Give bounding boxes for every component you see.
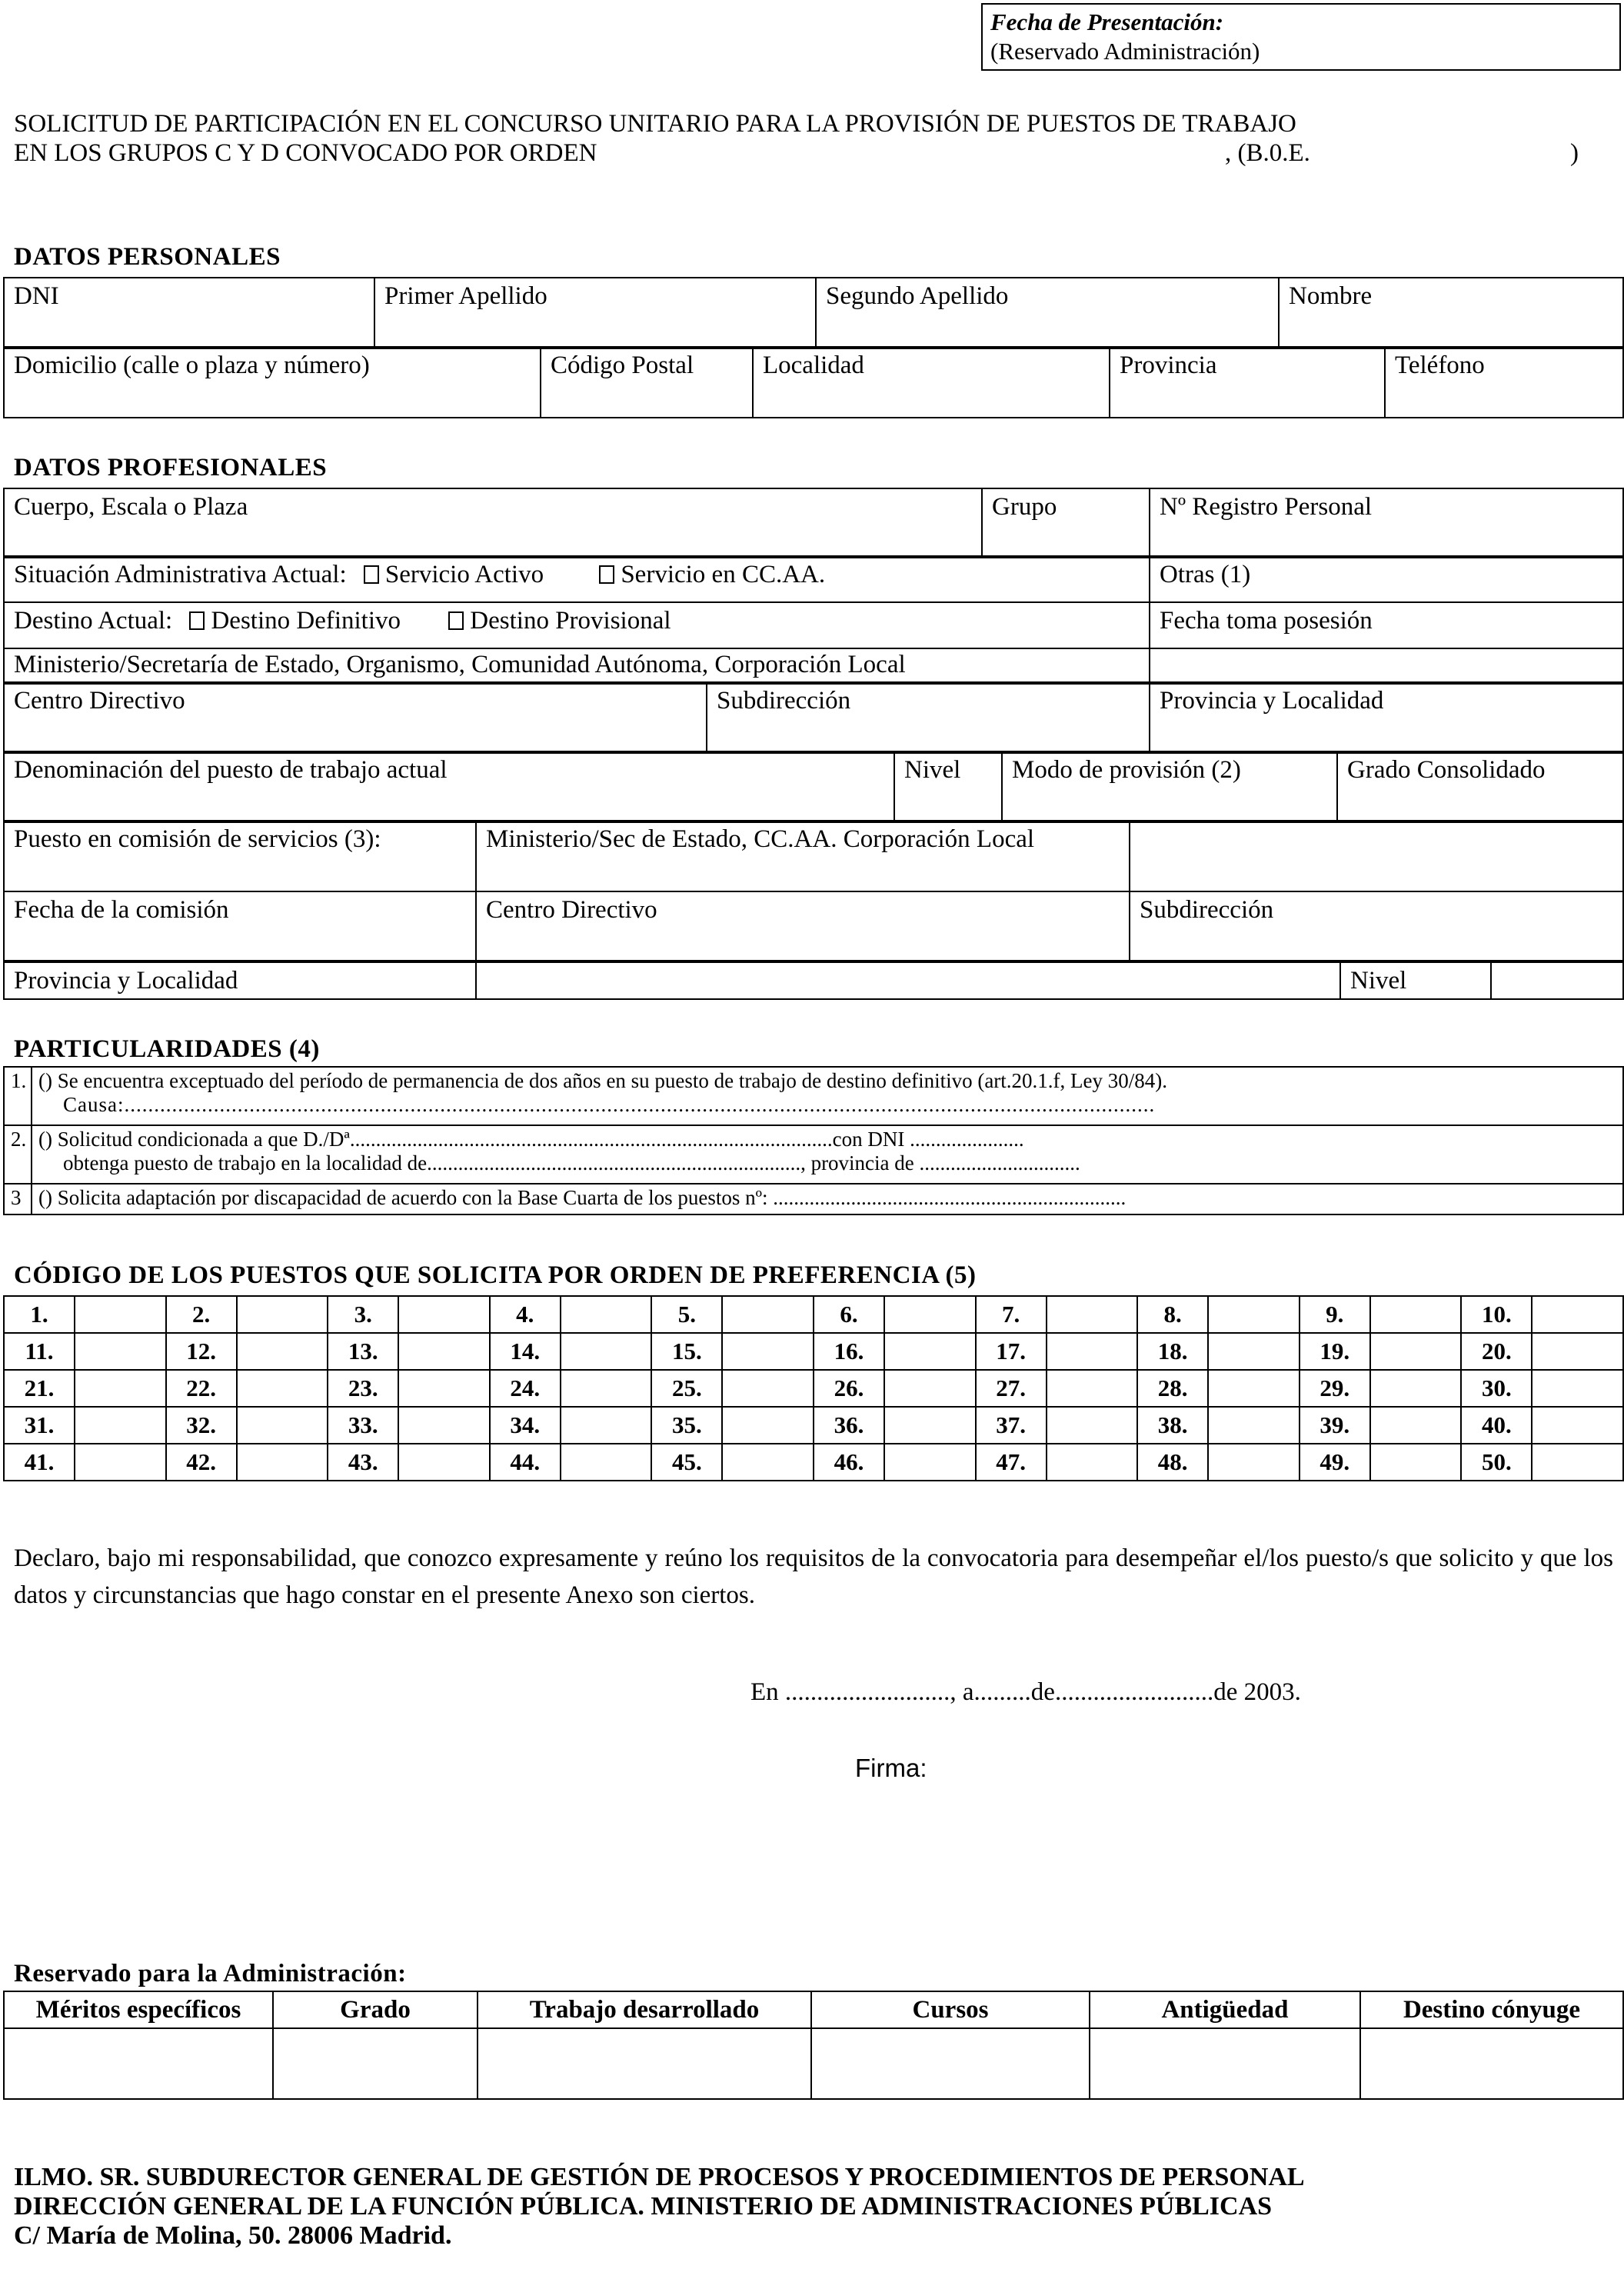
codigo-input[interactable]: [722, 1333, 814, 1370]
codigo-input[interactable]: [1208, 1407, 1300, 1444]
codigo-number: 19.: [1300, 1333, 1370, 1370]
admin-table: [3, 1991, 1624, 2100]
nivel-field[interactable]: Nivel: [894, 751, 1002, 822]
codigo-number: 5.: [651, 1296, 722, 1333]
firma-label: Firma:: [855, 1754, 927, 1782]
situacion-label: Situación Administrativa Actual:: [14, 561, 347, 588]
codigo-input[interactable]: [1208, 1444, 1300, 1481]
codigo-number: 49.: [1300, 1444, 1370, 1481]
servicio-activo-label: Servicio Activo: [384, 561, 544, 588]
codigo-number: 1.: [4, 1296, 75, 1333]
codigos-table: [3, 1295, 1624, 1481]
datos-profesionales-row4: [3, 751, 1624, 823]
admin-col-header: Destino cónyuge: [1360, 1991, 1623, 2028]
codigos-row: [4, 1370, 1623, 1407]
codigo-input[interactable]: [1532, 1370, 1623, 1407]
codigo-input[interactable]: [1532, 1444, 1623, 1481]
codigo-number: 41.: [4, 1444, 75, 1481]
codigo-number: 38.: [1137, 1407, 1208, 1444]
domicilio-field[interactable]: Domicilio (calle o plaza y número): [4, 347, 541, 418]
admin-col-header: Antigüedad: [1090, 1991, 1360, 2028]
nivel-comision-field[interactable]: [1491, 961, 1623, 999]
particularidades-heading: PARTICULARIDADES (4): [14, 1035, 320, 1063]
registro-personal-field[interactable]: Nº Registro Personal: [1150, 488, 1623, 558]
codigo-input[interactable]: [884, 1333, 976, 1370]
destino-actual-row: [4, 602, 1150, 648]
codigo-input[interactable]: [722, 1296, 814, 1333]
particularidad-2-text: () Solicitud condicionada a que D./Dª.............................................................................................con DNI ......................: [38, 1128, 1024, 1151]
codigo-input[interactable]: [884, 1407, 976, 1444]
particularidades-table: [3, 1066, 1624, 1215]
datos-personales-table: [3, 277, 1624, 349]
codigo-input[interactable]: [237, 1296, 328, 1333]
codigo-number: 45.: [651, 1444, 722, 1481]
codigo-number: 39.: [1300, 1407, 1370, 1444]
codigo-number: 47.: [976, 1444, 1047, 1481]
codigo-number: 15.: [651, 1333, 722, 1370]
codigo-input[interactable]: [398, 1407, 490, 1444]
otras-field[interactable]: Otras (1): [1150, 556, 1623, 602]
codigo-input[interactable]: [1370, 1444, 1462, 1481]
particularidad-2[interactable]: [32, 1125, 1623, 1184]
codigo-number: 8.: [1137, 1296, 1208, 1333]
codigo-postal-field[interactable]: Código Postal: [541, 347, 753, 418]
codigo-input[interactable]: [1532, 1296, 1623, 1333]
provincia-localidad-comision-label: Provincia y Localidad: [4, 961, 476, 999]
codigo-input[interactable]: [561, 1407, 652, 1444]
codigo-input[interactable]: [722, 1407, 814, 1444]
form-title-line2: EN LOS GRUPOS C Y D CONVOCADO POR ORDEN: [14, 139, 597, 167]
destino-definitivo-checkbox[interactable]: [189, 611, 205, 630]
codigo-input[interactable]: [884, 1370, 976, 1407]
codigo-input[interactable]: [1047, 1296, 1138, 1333]
codigo-input[interactable]: [1047, 1444, 1138, 1481]
codigo-number: 17.: [976, 1333, 1047, 1370]
admin-col-cell[interactable]: [273, 2028, 478, 2099]
codigo-number: 21.: [4, 1370, 75, 1407]
provincia-field[interactable]: Provincia: [1110, 347, 1385, 418]
codigo-input[interactable]: [75, 1370, 166, 1407]
destino-definitivo-label: Destino Definitivo: [211, 607, 401, 635]
codigo-number: 44.: [490, 1444, 561, 1481]
fecha-presentacion-subtitle: (Reservado Administración): [990, 38, 1260, 65]
particularidad-2-number: 2.: [4, 1125, 32, 1184]
codigo-input[interactable]: [398, 1370, 490, 1407]
admin-col-cell[interactable]: [811, 2028, 1090, 2099]
lugar-fecha-line[interactable]: En .........................., a.........de.........................de 2003.: [750, 1678, 1301, 1706]
destino-provisional-label: Destino Provisional: [470, 607, 671, 635]
particularidad-1-number: 1.: [4, 1067, 32, 1125]
codigo-number: 36.: [814, 1407, 884, 1444]
ministerio-sec-label: Ministerio/Sec de Estado, CC.AA. Corporación Local: [476, 821, 1130, 891]
footer-line1: ILMO. SR. SUBDURECTOR GENERAL DE GESTIÓN DE PROCESOS Y PROCEDIMIENTOS DE PERSONAL: [14, 2163, 1305, 2191]
particularidad-3-text[interactable]: () Solicita adaptación por discapacidad de acuerdo con la Base Cuarta de los puestos nº: ....................................................................: [32, 1184, 1623, 1214]
servicio-activo-checkbox[interactable]: [364, 565, 379, 584]
codigo-input[interactable]: [884, 1444, 976, 1481]
cuerpo-escala-field[interactable]: Cuerpo, Escala o Plaza: [4, 488, 982, 558]
codigo-number: 33.: [328, 1407, 398, 1444]
datos-profesionales-row2: [3, 555, 1624, 685]
form-title-line1: SOLICITUD DE PARTICIPACIÓN EN EL CONCURSO UNITARIO PARA LA PROVISIÓN DE PUESTOS DE TRABAJO: [14, 110, 1296, 138]
telefono-field[interactable]: Teléfono: [1385, 347, 1623, 418]
nombre-field[interactable]: Nombre: [1279, 278, 1623, 348]
dni-field[interactable]: DNI: [4, 278, 374, 348]
codigo-input[interactable]: [237, 1407, 328, 1444]
codigo-number: 22.: [166, 1370, 237, 1407]
codigo-input[interactable]: [398, 1444, 490, 1481]
codigo-number: 48.: [1137, 1444, 1208, 1481]
codigo-input[interactable]: [1532, 1333, 1623, 1370]
grupo-field[interactable]: Grupo: [982, 488, 1150, 558]
codigo-input[interactable]: [1370, 1333, 1462, 1370]
particularidad-3-number: 3: [4, 1184, 32, 1214]
codigo-number: 31.: [4, 1407, 75, 1444]
footer-line2: DIRECCIÓN GENERAL DE LA FUNCIÓN PÚBLICA. MINISTERIO DE ADMINISTRACIONES PÚBLICAS: [14, 2192, 1273, 2221]
codigo-number: 50.: [1461, 1444, 1532, 1481]
admin-col-cell[interactable]: [1360, 2028, 1623, 2099]
codigo-number: 16.: [814, 1333, 884, 1370]
comision-servicios-table: [3, 820, 1624, 963]
modo-provision-field[interactable]: Modo de provisión (2): [1002, 751, 1337, 822]
form-title-close: ): [1570, 139, 1579, 167]
codigo-input[interactable]: [1370, 1370, 1462, 1407]
codigo-number: 18.: [1137, 1333, 1208, 1370]
codigo-input[interactable]: [75, 1333, 166, 1370]
nivel-comision-label: Nivel: [1340, 961, 1491, 999]
provincia-localidad-field[interactable]: Provincia y Localidad: [1150, 682, 1623, 753]
codigo-input[interactable]: [1532, 1407, 1623, 1444]
ministerio-organismo-blank[interactable]: [1150, 648, 1623, 684]
codigo-input[interactable]: [561, 1444, 652, 1481]
datos-profesionales-row3: [3, 681, 1624, 754]
datos-personales-heading: DATOS PERSONALES: [14, 243, 281, 271]
codigos-row: [4, 1407, 1623, 1444]
codigo-input[interactable]: [884, 1296, 976, 1333]
codigo-number: 46.: [814, 1444, 884, 1481]
provincia-localidad-comision-field[interactable]: [476, 961, 1340, 999]
codigo-input[interactable]: [237, 1333, 328, 1370]
admin-col-cell[interactable]: [478, 2028, 811, 2099]
codigo-number: 3.: [328, 1296, 398, 1333]
codigo-number: 23.: [328, 1370, 398, 1407]
codigo-number: 25.: [651, 1370, 722, 1407]
codigo-number: 35.: [651, 1407, 722, 1444]
admin-col-header: Trabajo desarrollado: [478, 1991, 811, 2028]
codigo-input[interactable]: [1370, 1407, 1462, 1444]
codigos-heading: CÓDIGO DE LOS PUESTOS QUE SOLICITA POR ORDEN DE PREFERENCIA (5): [14, 1261, 977, 1289]
codigo-number: 11.: [4, 1333, 75, 1370]
codigo-input[interactable]: [237, 1370, 328, 1407]
codigo-number: 2.: [166, 1296, 237, 1333]
codigo-number: 32.: [166, 1407, 237, 1444]
codigo-input[interactable]: [1047, 1333, 1138, 1370]
centro-directivo-comision-field[interactable]: Centro Directivo: [476, 891, 1130, 962]
codigo-input[interactable]: [237, 1444, 328, 1481]
servicio-ccaa-checkbox[interactable]: [599, 565, 614, 584]
codigo-number: 40.: [1461, 1407, 1532, 1444]
primer-apellido-field[interactable]: Primer Apellido: [374, 278, 816, 348]
codigo-number: 9.: [1300, 1296, 1370, 1333]
codigo-input[interactable]: [1208, 1333, 1300, 1370]
codigo-number: 14.: [490, 1333, 561, 1370]
codigo-number: 43.: [328, 1444, 398, 1481]
particularidad-1-text: () Se encuentra exceptuado del período de permanencia de dos años en su puesto de trabajo de destino definitivo (art.20.1.f, Ley 30/84).: [38, 1069, 1168, 1092]
admin-col-header: Cursos: [811, 1991, 1090, 2028]
datos-profesionales-heading: DATOS PROFESIONALES: [14, 454, 328, 481]
situacion-administrativa-row: [4, 556, 1150, 602]
codigo-input[interactable]: [722, 1370, 814, 1407]
localidad-field[interactable]: Localidad: [753, 347, 1110, 418]
admin-col-cell[interactable]: [4, 2028, 273, 2099]
codigo-number: 34.: [490, 1407, 561, 1444]
form-title: [14, 109, 1613, 168]
codigo-number: 37.: [976, 1407, 1047, 1444]
admin-col-header: Méritos específicos: [4, 1991, 273, 2028]
declaracion-text: Declaro, bajo mi responsabilidad, que conozco expresamente y reúno los requisitos de la convocatoria para desempeñar el/los puesto/s que solicito y que los datos y circunstancias que hago constar en el presente Anexo son ciertos.: [14, 1544, 1613, 1609]
admin-heading: Reservado para la Administración:: [14, 1960, 407, 1987]
fecha-toma-posesion-field[interactable]: Fecha toma posesión: [1150, 602, 1623, 648]
codigo-input[interactable]: [561, 1333, 652, 1370]
codigo-input[interactable]: [398, 1296, 490, 1333]
datos-personales-table-2: [3, 346, 1624, 418]
codigos-row: [4, 1333, 1623, 1370]
fecha-comision-field[interactable]: Fecha de la comisión: [4, 891, 476, 962]
codigos-row: [4, 1296, 1623, 1333]
ministerio-organismo-label: Ministerio/Secretaría de Estado, Organismo, Comunidad Autónoma, Corporación Local: [4, 648, 1150, 684]
subdireccion-comision-field[interactable]: Subdirección: [1130, 891, 1623, 962]
particularidad-1[interactable]: [32, 1067, 1623, 1125]
codigo-input[interactable]: [722, 1444, 814, 1481]
codigo-number: 27.: [976, 1370, 1047, 1407]
codigo-input[interactable]: [75, 1444, 166, 1481]
codigo-number: 6.: [814, 1296, 884, 1333]
codigo-number: 10.: [1461, 1296, 1532, 1333]
admin-col-cell[interactable]: [1090, 2028, 1360, 2099]
servicio-ccaa-label: Servicio en CC.AA.: [621, 561, 826, 588]
provincia-nivel-table: [3, 960, 1624, 1000]
codigo-number: 24.: [490, 1370, 561, 1407]
codigo-number: 42.: [166, 1444, 237, 1481]
codigo-input[interactable]: [561, 1296, 652, 1333]
codigo-number: 28.: [1137, 1370, 1208, 1407]
segundo-apellido-field[interactable]: Segundo Apellido: [816, 278, 1279, 348]
particularidad-2-text2: obtenga puesto de trabajo en la localidad de........................................................................, provincia de ...............................: [63, 1151, 1080, 1174]
codigo-input[interactable]: [561, 1370, 652, 1407]
comision-servicios-label: Puesto en comisión de servicios (3):: [4, 821, 476, 891]
destino-provisional-checkbox[interactable]: [448, 611, 464, 630]
codigo-number: 13.: [328, 1333, 398, 1370]
codigo-input[interactable]: [398, 1333, 490, 1370]
datos-profesionales-row1: [3, 488, 1624, 558]
codigo-input[interactable]: [1370, 1296, 1462, 1333]
codigo-input[interactable]: [1047, 1407, 1138, 1444]
fecha-presentacion-box: [981, 3, 1621, 71]
codigo-number: 12.: [166, 1333, 237, 1370]
form-title-boe: , (B.0.E.: [1225, 139, 1310, 167]
centro-directivo-field[interactable]: Centro Directivo: [4, 682, 707, 753]
destino-actual-label: Destino Actual:: [14, 607, 173, 635]
codigo-input[interactable]: [1208, 1296, 1300, 1333]
codigos-row: [4, 1444, 1623, 1481]
fecha-presentacion-title: Fecha de Presentación:: [990, 8, 1224, 35]
codigo-input[interactable]: [75, 1407, 166, 1444]
particularidad-1-causa: Causa:.............................................................................................................................................................................: [63, 1093, 1156, 1116]
admin-col-header: Grado: [273, 1991, 478, 2028]
footer-address: [14, 2163, 1305, 2251]
grado-consolidado-field[interactable]: Grado Consolidado: [1337, 751, 1623, 822]
ministerio-sec-field[interactable]: [1130, 821, 1623, 891]
codigo-number: 7.: [976, 1296, 1047, 1333]
codigo-number: 4.: [490, 1296, 561, 1333]
codigo-number: 20.: [1461, 1333, 1532, 1370]
codigo-input[interactable]: [1208, 1370, 1300, 1407]
subdireccion-field[interactable]: Subdirección: [707, 682, 1150, 753]
footer-line3: C/ María de Molina, 50. 28006 Madrid.: [14, 2221, 452, 2250]
codigo-input[interactable]: [75, 1296, 166, 1333]
codigo-number: 30.: [1461, 1370, 1532, 1407]
codigo-number: 26.: [814, 1370, 884, 1407]
denominacion-puesto-field[interactable]: Denominación del puesto de trabajo actual: [4, 751, 894, 822]
codigo-input[interactable]: [1047, 1370, 1138, 1407]
codigo-number: 29.: [1300, 1370, 1370, 1407]
